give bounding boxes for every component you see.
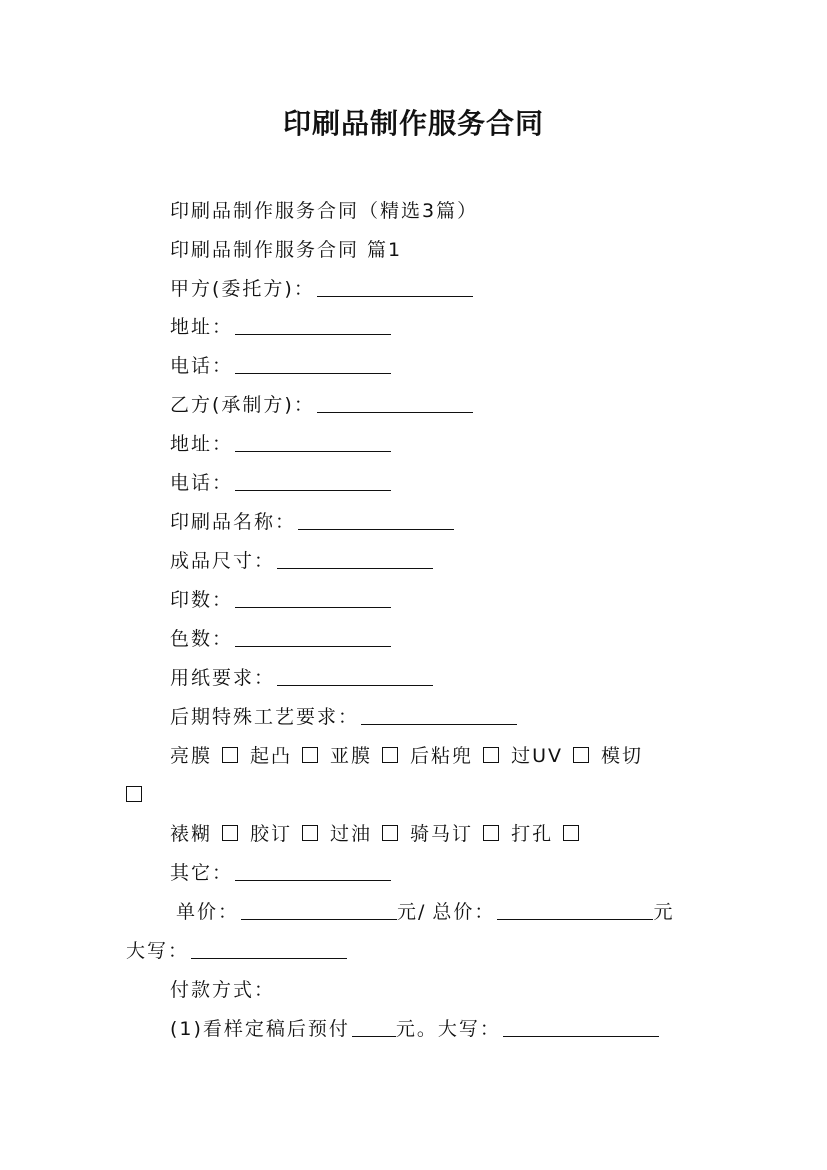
checkbox-icon[interactable] (382, 747, 398, 763)
total-price-blank[interactable] (497, 901, 653, 920)
page-title: 印刷品制作服务合同 (282, 107, 544, 140)
quantity-blank[interactable] (235, 589, 391, 608)
colors-row (170, 626, 391, 652)
address-b-blank[interactable] (235, 433, 391, 452)
paper-row (170, 665, 433, 691)
unit-price-label: 单价： (176, 901, 240, 923)
payment-heading: 付款方式： (170, 979, 276, 1001)
party-b-row (170, 392, 473, 418)
checkbox-icon[interactable] (382, 825, 398, 841)
colors-blank[interactable] (235, 628, 391, 647)
prepay-daxie-blank[interactable] (503, 1018, 659, 1037)
option-label: 骑马订 (410, 823, 474, 845)
quantity-row (170, 587, 391, 613)
contract-heading: 印刷品制作服务合同 篇1 (170, 239, 403, 261)
phone-b-blank[interactable] (235, 472, 391, 491)
option-label: 过油 (330, 823, 373, 845)
product-name-label: 印刷品名称： (170, 511, 297, 533)
special-process-row (170, 704, 517, 730)
party-b-label: 乙方(承制方)： (170, 394, 315, 416)
payment-item-1 (170, 1016, 659, 1042)
daxie-blank[interactable] (191, 940, 347, 959)
other-label: 其它： (170, 862, 234, 884)
quantity-label: 印数： (170, 589, 234, 611)
party-a-blank[interactable] (317, 278, 473, 297)
unit-price-unit: 元/ (397, 901, 427, 923)
finished-size-label: 成品尺寸： (170, 550, 276, 572)
phone-a-label: 电话： (170, 355, 234, 377)
total-price-label: 总价： (432, 901, 496, 923)
option-label: 裱糊 (170, 823, 213, 845)
prepay-amount-blank[interactable] (352, 1018, 396, 1037)
checkbox-icon[interactable] (302, 747, 318, 763)
option-label: 起凸 (250, 745, 293, 767)
special-process-label: 后期特殊工艺要求： (170, 706, 360, 728)
daxie-row (126, 938, 347, 964)
unit-price-blank[interactable] (241, 901, 397, 920)
checkbox-icon[interactable] (573, 747, 589, 763)
option-label: 胶订 (250, 823, 293, 845)
price-row (176, 899, 674, 925)
option-label: 打孔 (511, 823, 554, 845)
option-label: 亮膜 (170, 745, 213, 767)
option-label: 后粘兜 (410, 745, 474, 767)
checkbox-icon[interactable] (222, 825, 238, 841)
checkbox-icon[interactable] (302, 825, 318, 841)
finished-size-row (170, 548, 433, 574)
finished-size-blank[interactable] (277, 550, 433, 569)
phone-a-blank[interactable] (235, 355, 391, 374)
paper-blank[interactable] (277, 667, 433, 686)
process-options-row-2 (170, 821, 591, 847)
contract-subtitle: 印刷品制作服务合同（精选3篇） (170, 200, 479, 222)
process-options-row-1 (170, 743, 643, 769)
colors-label: 色数： (170, 628, 234, 650)
option-label: 亚膜 (330, 745, 373, 767)
product-name-blank[interactable] (298, 511, 454, 530)
phone-b-label: 电话： (170, 472, 234, 494)
payment-1-label: (1)看样定稿后预付 (170, 1018, 350, 1040)
address-b-label: 地址： (170, 433, 234, 455)
option-label: 模切 (600, 745, 643, 767)
address-a-row (170, 314, 391, 340)
total-price-unit: 元 (653, 901, 675, 923)
special-process-blank[interactable] (361, 706, 517, 725)
other-blank[interactable] (235, 862, 391, 881)
address-a-label: 地址： (170, 316, 234, 338)
other-row (170, 860, 391, 886)
phone-a-row (170, 353, 391, 379)
option-label: 过UV (511, 745, 563, 767)
party-a-row (170, 276, 473, 302)
checkbox-icon[interactable] (126, 786, 142, 802)
product-name-row (170, 509, 454, 535)
phone-b-row (170, 470, 391, 496)
checkbox-icon[interactable] (563, 825, 579, 841)
checkbox-icon[interactable] (483, 825, 499, 841)
checkbox-icon[interactable] (222, 747, 238, 763)
address-b-row (170, 431, 391, 457)
party-b-blank[interactable] (317, 394, 473, 413)
daxie-label: 大写： (126, 940, 190, 962)
address-a-blank[interactable] (235, 316, 391, 335)
party-a-label: 甲方(委托方)： (170, 278, 315, 300)
payment-1-daxie-label: 元。大写： (395, 1018, 501, 1040)
paper-label: 用纸要求： (170, 667, 276, 689)
checkbox-icon[interactable] (483, 747, 499, 763)
process-options-row-1-wrap (126, 782, 154, 808)
